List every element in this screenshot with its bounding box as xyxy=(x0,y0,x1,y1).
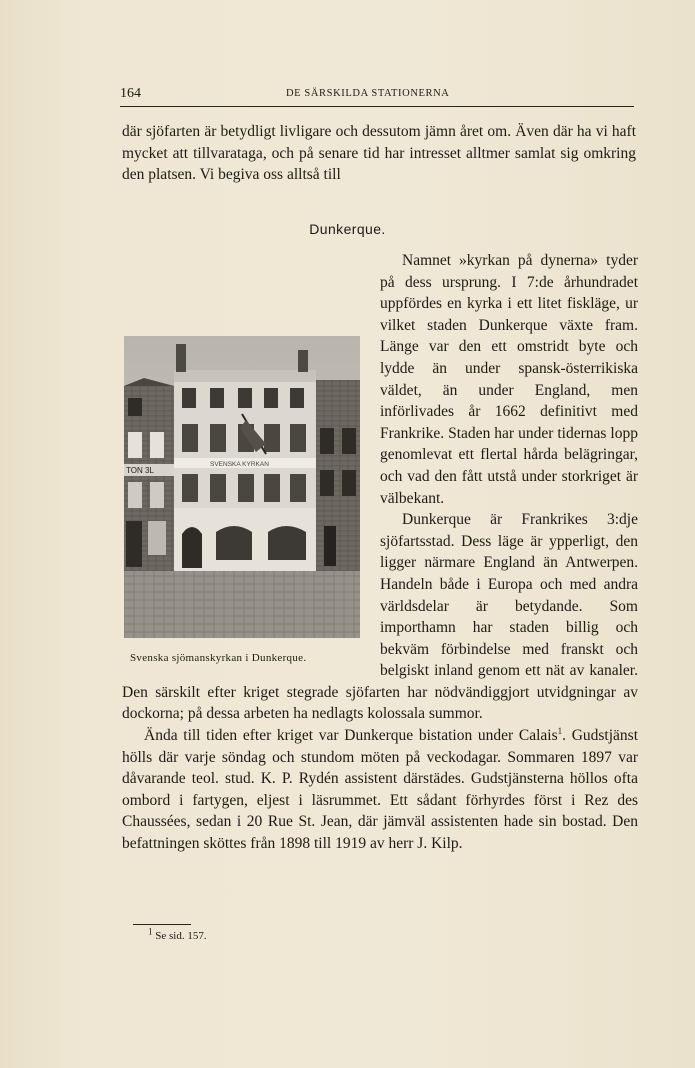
church-sign-text: SVENSKA KYRKAN xyxy=(210,461,269,468)
paragraph-history: Namnet »kyrkan på dynerna» tyder på dess ursprung. I 7:de århundradet uppfördes en kyrka i ett litet fiskläge, ur vilket staden Dunkerque växte fram. Länge var den ett omstridt byte och lydde än under spansk-österrikiska väldet, än under England, men införlivades år 1662 definitivt med Frankrike. Staden har under tidernas lopp genomlevat ett flertal hårda belägringar, och vad den fått utstå under storkriget är välbekant. xyxy=(380,252,638,507)
running-head: DE SÄRSKILDA STATIONERNA xyxy=(286,88,450,99)
body-text-block xyxy=(122,250,638,855)
paragraph-station xyxy=(122,725,638,855)
station-text-before-note: Ända till tiden efter kriget var Dunkerque bistation under Calais xyxy=(144,727,558,745)
side-sign-text: TON 3L xyxy=(126,466,154,475)
page-number: 164 xyxy=(120,86,141,101)
footnote-text: Se sid. 157. xyxy=(155,930,207,942)
section-heading: Dunkerque. xyxy=(309,221,386,237)
church-photo xyxy=(124,336,360,638)
header-rule xyxy=(120,106,634,107)
figure-caption: Svenska sjömanskyrkan i Dunkerque. xyxy=(130,652,307,664)
paragraph-port: Dunkerque är Frankrikes 3:dje sjöfartsstad. Dess läge är ypperligt, den ligger närmare England än Antwerpen. Handeln både i Europa och med andra världsdelar är betydande. Som importhamn har staden billig och bekväm förbindelse med franskt och belgiskt inland genom ett nät av kanaler. Den särskilt efter kriget stegrade sjöfarten har nödvändiggjort utvidgningar av dockorna; på dessa arbeten ha nedlagts kolossala summor. xyxy=(122,511,638,723)
footnote xyxy=(148,926,207,942)
footnote-rule xyxy=(133,924,191,925)
station-text-after-note: . Gudstjänst hölls där varje söndag och stundom möten på veckodagar. Sommaren 1897 var dåvarande teol. stud. K. P. Rydén assistent därstädes. Gudstjänsterna höllos ofta ombord i fartygen, eljest i läsrummet. Ett sådant förhyrdes först i Rez des Chaussées, sedan i 20 Rue St. Jean, där jämväl assistenten hade sin bostad. Den befattningen sköttes från 1898 till 1919 av herr J. Kilp. xyxy=(122,727,638,853)
figure xyxy=(122,336,360,663)
footnote-reference[interactable]: 1 xyxy=(557,725,563,736)
paragraph-intro: där sjöfarten är betydligt livligare och dessutom jämn året om. Även där ha vi haft mycket att tillvarataga, och på senare tid har intresset alltmer samlat sig omkring den platsen. Vi begiva oss alltså till xyxy=(122,123,636,184)
page-header xyxy=(120,86,634,106)
footnote-mark: 1 xyxy=(148,926,153,937)
